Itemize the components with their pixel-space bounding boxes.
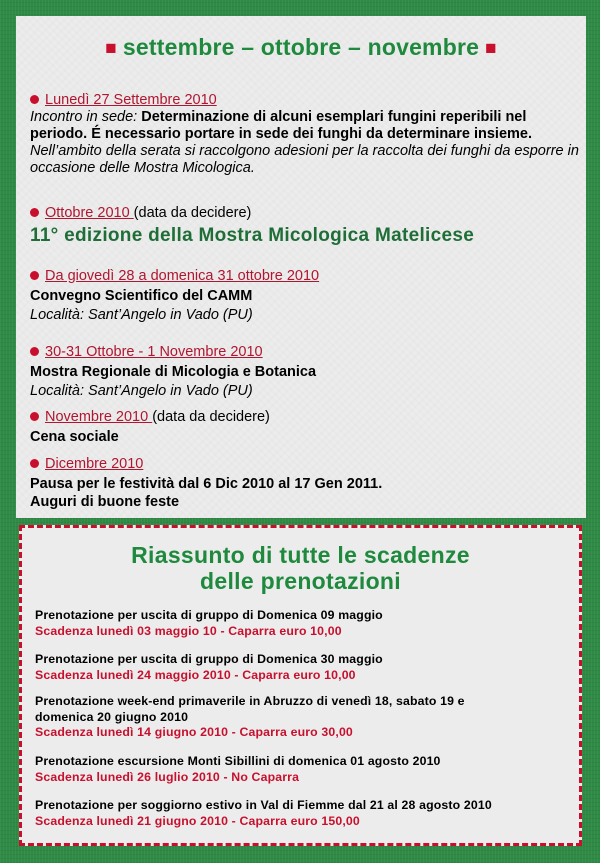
event-item: Ottobre 2010 (data da decidere) 11° edizione della Mostra Micologica Matelicese — [30, 205, 580, 244]
event-title: Cena sociale — [30, 429, 119, 445]
deadline-text: Scadenza lunedì 24 maggio 2010 - Caparra euro 10,00 — [35, 667, 356, 682]
summary-entry: Prenotazione escursione Monti Sibillini di domenica 01 agosto 2010 Scadenza lunedì 26 luglio 2010 - No Caparra — [35, 754, 565, 785]
summary-entry: Prenotazione per uscita di gruppo di Domenica 09 maggio Scadenza lunedì 03 maggio 10 - Caparra euro 10,00 — [35, 608, 565, 639]
bullet-icon — [30, 95, 39, 104]
summary-entry: Prenotazione per uscita di gruppo di Domenica 30 maggio Scadenza lunedì 24 maggio 2010 - Caparra euro 10,00 — [35, 652, 565, 683]
deadline-text: Scadenza lunedì 14 giugno 2010 - Caparra euro 30,00 — [35, 725, 353, 740]
bullet-icon — [30, 208, 39, 217]
page-title: ■ settembre – ottobre – novembre ■ — [105, 34, 497, 60]
event-item — [30, 268, 580, 324]
deadline-text: Scadenza lunedì 26 luglio 2010 - No Caparra — [35, 769, 300, 784]
deadline-text: Scadenza lunedì 21 giugno 2010 - Caparra euro 150,00 — [35, 813, 360, 828]
event-date: Da giovedì 28 a domenica 31 ottobre 2010 — [45, 268, 320, 284]
event-date: Dicembre 2010 — [45, 456, 144, 472]
square-marker-right: ■ — [485, 38, 497, 59]
event-location: Località: Sant’Angelo in Vado (PU) — [30, 383, 253, 399]
bullet-icon — [30, 271, 39, 280]
square-marker-left: ■ — [105, 38, 117, 59]
summary-entry: Prenotazione per soggiorno estivo in Val di Fiemme dal 21 al 28 agosto 2010 Scadenza lunedì 21 giugno 2010 - Caparra euro 150,00 — [35, 798, 565, 829]
event-item: Novembre 2010 (data da decidere) Cena sociale — [30, 409, 580, 446]
event-note: Auguri di buone feste — [30, 494, 180, 510]
events-panel — [16, 16, 586, 518]
summary-entry: Prenotazione week-end primaverile in Abruzzo di venedì 18, sabato 19 e domenica 20 giugno 2010 Scadenza lunedì 14 giugno 2010 - Caparra euro 30,00 — [35, 694, 565, 741]
bullet-icon — [30, 412, 39, 421]
event-item — [30, 456, 580, 511]
deadline-text: Scadenza lunedì 03 maggio 10 - Caparra euro 10,00 — [35, 623, 342, 638]
bullet-icon — [30, 347, 39, 356]
event-item — [30, 344, 580, 400]
event-title: 11° edizione della Mostra Micologica Matelicese — [30, 225, 475, 246]
event-date: Ottobre 2010 — [45, 205, 134, 221]
summary-title: Riassunto di tutte le scadenze delle prenotazioni — [131, 542, 470, 594]
event-date: Novembre 2010 — [45, 409, 153, 425]
bullet-icon — [30, 459, 39, 468]
event-item: Lunedì 27 Settembre 2010 Incontro in sede: Determinazione di alcuni esemplari fungini reperibili nel periodo. É necessario portare in sede dei funghi da determinare insieme. Nell’ambito della serata si raccolgono adesioni per la raccolta dei funghi da esporre in occasione delle Mostra Micologica. — [30, 92, 579, 176]
deadlines-summary-box — [19, 525, 582, 846]
event-title: Convegno Scientifico del CAMM — [30, 288, 253, 304]
event-title: Mostra Regionale di Micologia e Botanica — [30, 364, 317, 380]
event-date: 30-31 Ottobre - 1 Novembre 2010 — [45, 344, 263, 360]
event-date: Lunedì 27 Settembre 2010 — [45, 92, 217, 108]
event-note: Pausa per le festività dal 6 Dic 2010 al 17 Gen 2011. — [30, 476, 383, 492]
event-location: Località: Sant’Angelo in Vado (PU) — [30, 307, 253, 323]
